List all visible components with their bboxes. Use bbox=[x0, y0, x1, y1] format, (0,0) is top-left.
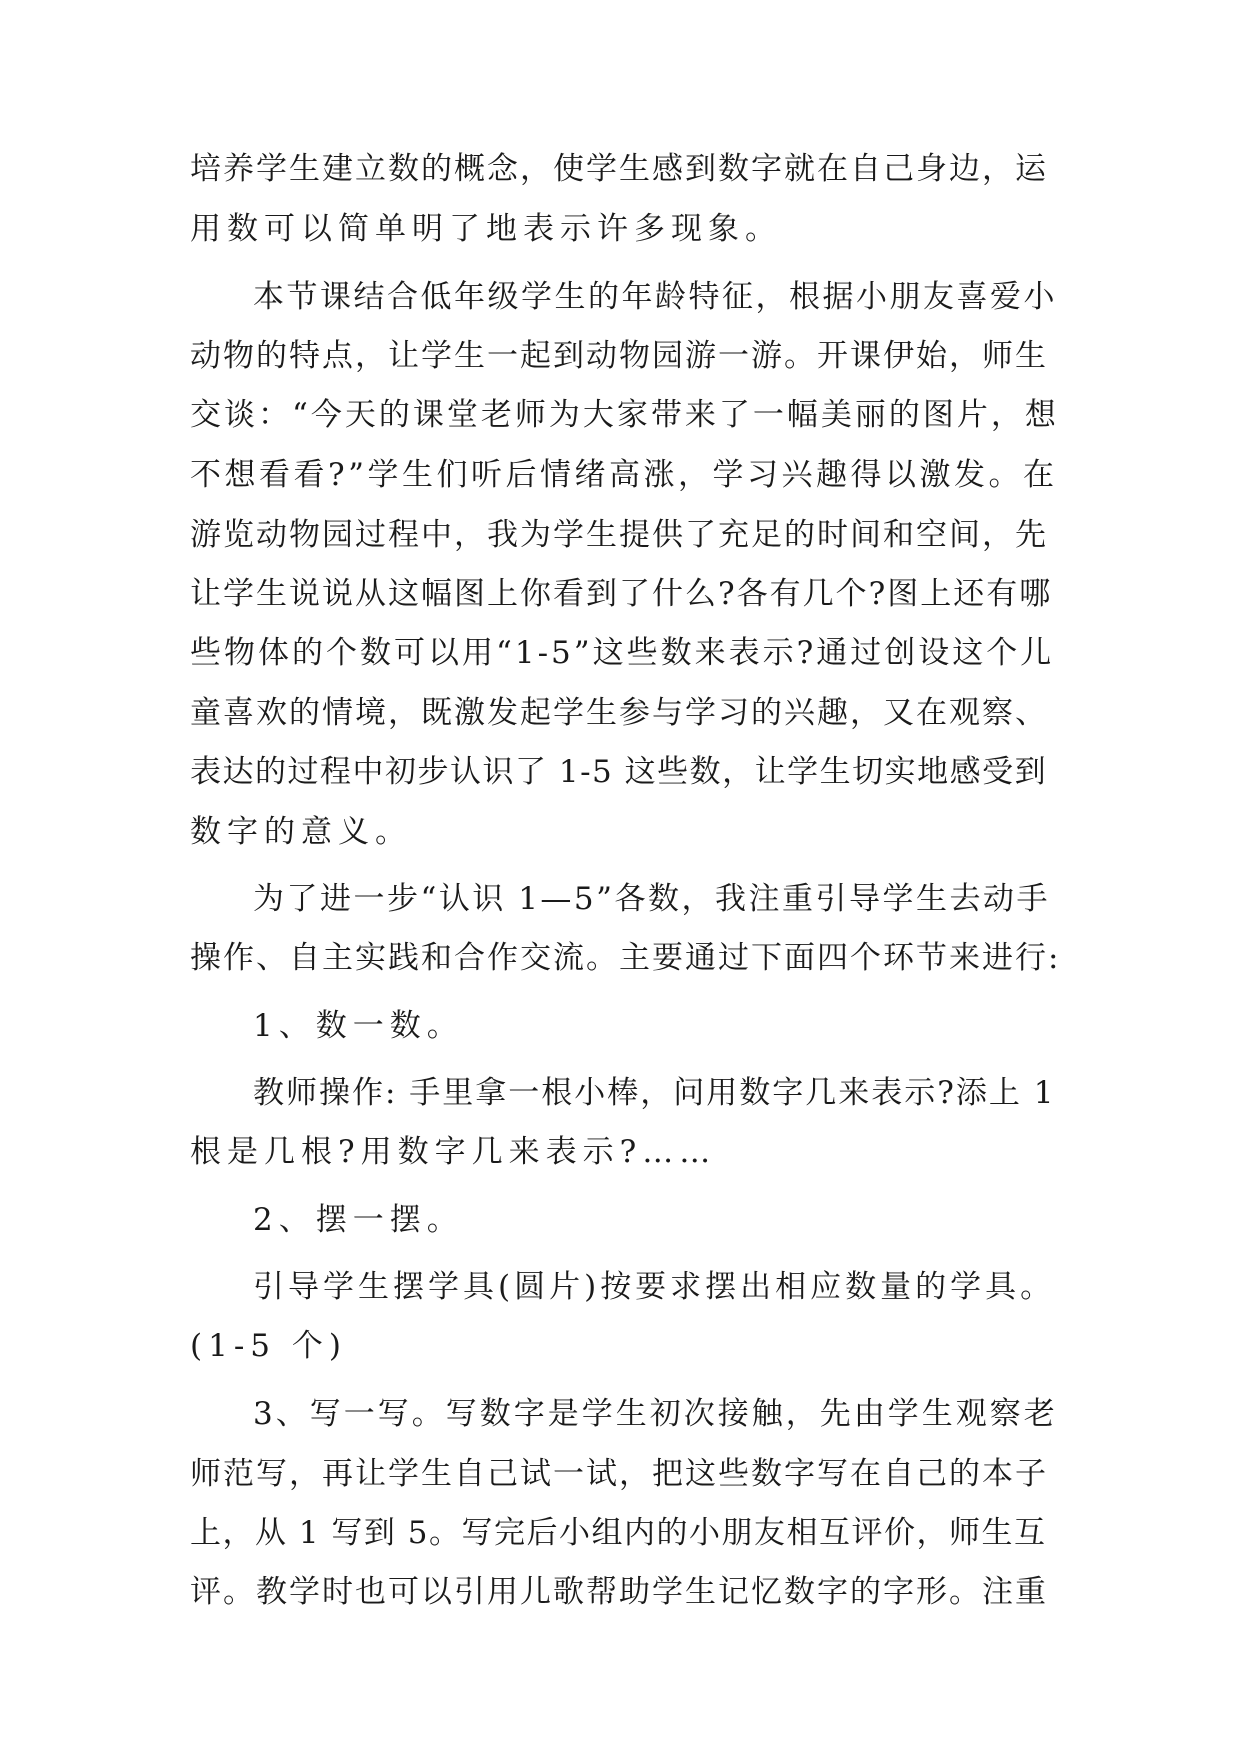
text-line: 交谈：“今天的课堂老师为大家带来了一幅美丽的图片，想 bbox=[190, 397, 1059, 433]
paragraph-start-line: 3、写一写。写数字是学生初次接触，先由学生观察老 bbox=[253, 1396, 1058, 1432]
text-line: 评。教学时也可以引用儿歌帮助学生记忆数字的字形。注重 bbox=[190, 1574, 1048, 1610]
text-line: 上，从 1 写到 5。写完后小组内的小朋友相互评价，师生互 bbox=[190, 1515, 1047, 1551]
text-line: 童喜欢的情境，既激发起学生参与学习的兴趣，又在观察、 bbox=[190, 695, 1048, 731]
text-line: 表达的过程中初步认识了 1-5 这些数，让学生切实地感受到 bbox=[190, 754, 1048, 790]
section-heading: 1、数一数。 bbox=[253, 1008, 464, 1044]
text-line: 不想看看?”学生们听后情绪高涨，学习兴趣得以激发。在 bbox=[190, 457, 1058, 493]
section-heading: 2、摆一摆。 bbox=[253, 1202, 464, 1238]
paragraph-start-line: 引导学生摆学具(圆片)按要求摆出相应数量的学具。 bbox=[253, 1269, 1056, 1305]
text-line: 些物体的个数可以用“1-5”这些数来表示?通过创设这个儿 bbox=[190, 635, 1055, 671]
paragraph-start-line: 教师操作: 手里拿一根小棒，问用数字几来表示?添上 1 bbox=[253, 1075, 1056, 1111]
text-line: 根是几根?用数字几来表示?…… bbox=[190, 1134, 717, 1170]
text-line: 操作、自主实践和合作交流。主要通过下面四个环节来进行: bbox=[190, 940, 1061, 976]
paragraph-start-line: 本节课结合低年级学生的年龄特征，根据小朋友喜爱小 bbox=[253, 279, 1057, 315]
paragraph-start-line: 为了进一步“认识 1—5”各数，我注重引导学生去动手 bbox=[253, 881, 1050, 917]
text-line: 游览动物园过程中，我为学生提供了充足的时间和空间，先 bbox=[190, 517, 1048, 553]
text-line: 数字的意义。 bbox=[190, 814, 412, 850]
text-line: 培养学生建立数的概念，使学生感到数字就在自己身边，运 bbox=[190, 151, 1048, 187]
text-line: (1-5 个) bbox=[190, 1328, 347, 1364]
text-line: 师范写，再让学生自己试一试，把这些数字写在自己的本子 bbox=[190, 1456, 1048, 1492]
text-line: 让学生说说从这幅图上你看到了什么?各有几个?图上还有哪 bbox=[190, 576, 1053, 612]
text-line: 用数可以简单明了地表示许多现象。 bbox=[190, 211, 782, 247]
text-line: 动物的特点，让学生一起到动物园游一游。开课伊始，师生 bbox=[190, 338, 1048, 374]
